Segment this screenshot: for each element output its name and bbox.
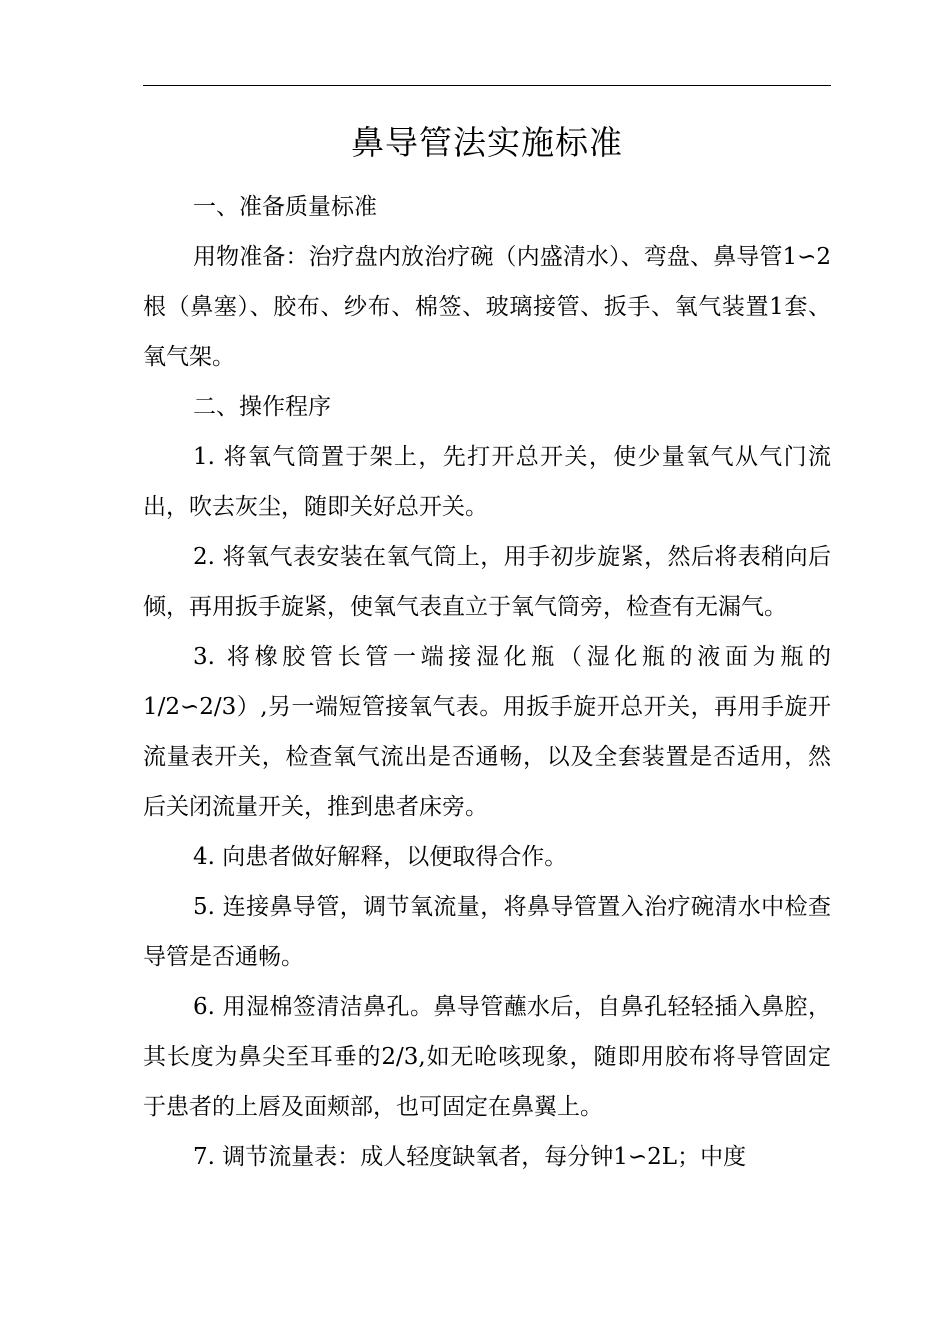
procedure-step-2: 2. 将氧气表安装在氧气筒上，用手初步旋紧，然后将表稍向后倾，再用扳手旋紧，使氧气表直立于氧气筒旁，检查有无漏气。 [143,544,831,620]
section-heading-prep: 一、准备质量标准 [193,194,377,220]
header-rule [143,85,831,86]
procedure-step-6: 6. 用湿棉签清洁鼻孔。鼻导管蘸水后，自鼻孔轻轻插入鼻腔，其长度为鼻尖至耳垂的2/3,如无呛咳现象，随即用胶布将导管固定于患者的上唇及面颊部，也可固定在鼻翼上。 [143,994,831,1120]
procedure-step-1: 1. 将氧气筒置于架上，先打开总开关，使少量氧气从气门流出，吹去灰尘，随即关好总开关。 [143,444,831,520]
procedure-step-5: 5. 连接鼻导管，调节氧流量，将鼻导管置入治疗碗清水中检查导管是否通畅。 [143,894,831,970]
document-body [143,182,831,1182]
procedure-step-4: 4. 向患者做好解释，以便取得合作。 [193,844,568,870]
page-title: 鼻导管法实施标准 [351,123,623,162]
procedure-step-3: 3. 将橡胶管长管一端接湿化瓶（湿化瓶的液面为瓶的1/2∽2/3）,另一端短管接氧气表。用扳手旋开总开关，再用手旋开流量表开关，检查氧气流出是否通畅，以及全套装置是否适用，然后关闭流量开关，推到患者床旁。 [143,644,831,820]
paragraph-supplies: 用物准备：治疗盘内放治疗碗（内盛清水）、弯盘、鼻导管1∽2根（鼻塞）、胶布、纱布、棉签、玻璃接管、扳手、氧气装置1套、氧气架。 [143,244,831,370]
section-heading-procedure: 二、操作程序 [193,394,331,420]
procedure-step-7: 7. 调节流量表：成人轻度缺氧者，每分钟1∽2L；中度 [193,1144,747,1170]
